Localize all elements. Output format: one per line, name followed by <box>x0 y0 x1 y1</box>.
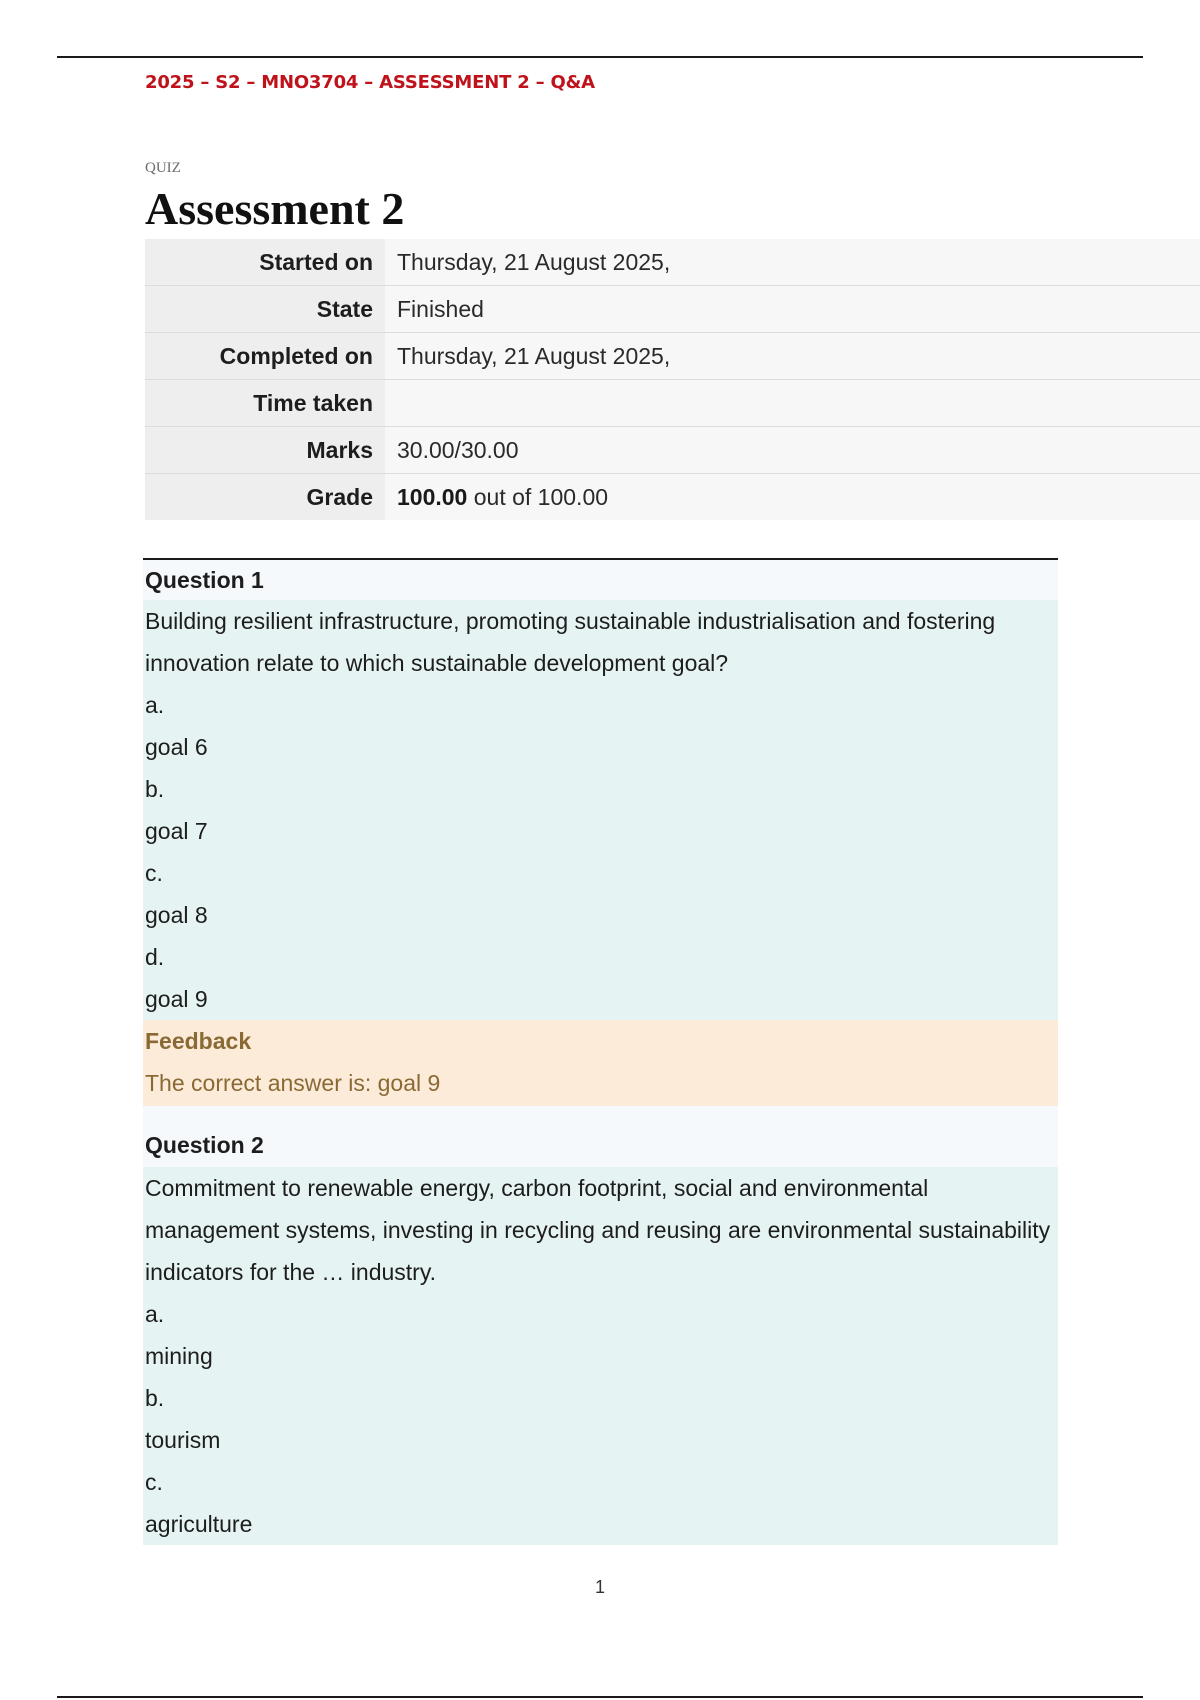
top-rule <box>57 56 1143 58</box>
attempt-summary-table <box>145 239 1200 520</box>
summary-row <box>145 474 1200 521</box>
option-letter: a. <box>145 1301 165 1327</box>
summary-row <box>145 286 1200 333</box>
grade-score: 100.00 <box>397 483 468 510</box>
summary-label: State <box>145 286 385 333</box>
summary-value: Thursday, 21 August 2025, <box>385 239 1200 286</box>
page-number: 1 <box>594 1577 605 1597</box>
summary-row <box>145 427 1200 474</box>
question-2 <box>143 1123 1058 1545</box>
option-text: goal 6 <box>145 734 208 760</box>
feedback-title: Feedback <box>145 1028 252 1054</box>
option-letter: a. <box>145 692 165 718</box>
question-heading: Question 1 <box>143 558 1058 600</box>
grade-value <box>385 474 1200 521</box>
summary-label: Marks <box>145 427 385 474</box>
option-letter: d. <box>145 944 165 970</box>
summary-row <box>145 239 1200 286</box>
option-text: goal 9 <box>145 986 208 1012</box>
summary-row <box>145 380 1200 427</box>
summary-value <box>385 380 1200 427</box>
question-heading: Question 2 <box>143 1123 1058 1167</box>
bottom-rule <box>57 1696 1143 1698</box>
option-letter: b. <box>145 1385 165 1411</box>
summary-label: Time taken <box>145 380 385 427</box>
question-1 <box>143 558 1058 1146</box>
option-text: agriculture <box>145 1511 253 1537</box>
option-letter: c. <box>145 860 163 886</box>
option-text: tourism <box>145 1427 221 1453</box>
option-text: mining <box>145 1343 213 1369</box>
summary-value: Thursday, 21 August 2025, <box>385 333 1200 380</box>
summary-row <box>145 333 1200 380</box>
grade-out-of: out of 100.00 <box>467 483 609 510</box>
question-body <box>143 600 1058 1020</box>
summary-label: Completed on <box>145 333 385 380</box>
quiz-label: QUIZ <box>145 160 181 176</box>
question-body <box>143 1167 1058 1545</box>
feedback-text: The correct answer is: goal 9 <box>145 1070 441 1096</box>
option-letter: b. <box>145 776 165 802</box>
document-header: 2025 – S2 – MNO3704 – ASSESSMENT 2 – Q&A <box>145 72 595 93</box>
option-letter: c. <box>145 1469 163 1495</box>
summary-label: Grade <box>145 474 385 521</box>
summary-label: Started on <box>145 239 385 286</box>
question-text: Commitment to renewable energy, carbon footprint, social and environmental management systems, investing in recycling and reusing are environmental sustainability indicators for the … industry. <box>145 1175 1051 1285</box>
option-text: goal 8 <box>145 902 208 928</box>
question-text: Building resilient infrastructure, promoting sustainable industrialisation and fostering innovation relate to which sustainable development goal? <box>145 608 996 676</box>
page-title: Assessment 2 <box>145 183 405 234</box>
summary-value: Finished <box>385 286 1200 333</box>
summary-value: 30.00/30.00 <box>385 427 1200 474</box>
feedback-box <box>143 1020 1058 1106</box>
option-text: goal 7 <box>145 818 208 844</box>
